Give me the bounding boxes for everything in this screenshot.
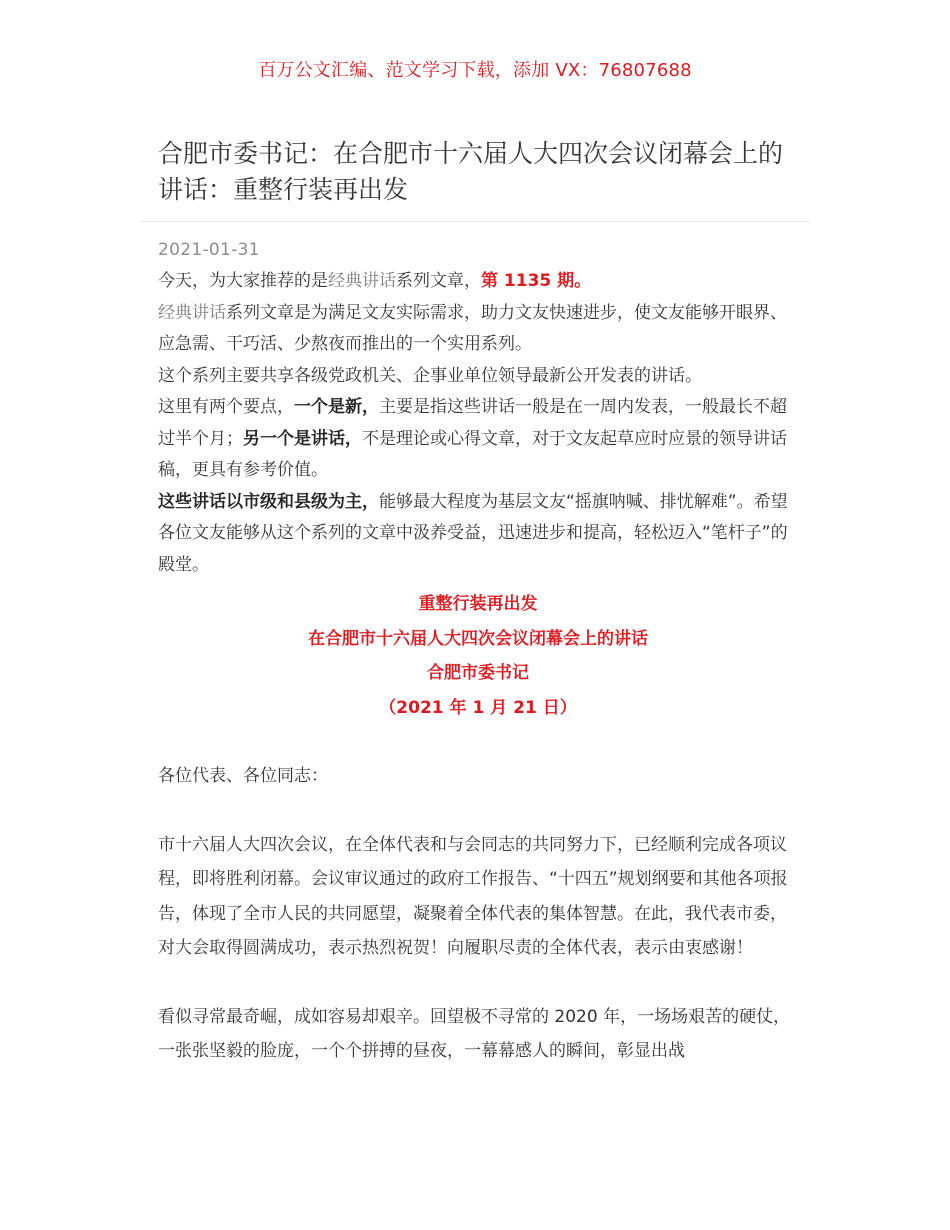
intro-paragraph-4 bbox=[158, 392, 798, 487]
intro-text: 主要是指这些讲话一般是在一周内发表，一般最长不超过半个月； bbox=[158, 397, 787, 449]
speech-paragraph-2: 看似寻常最奇崛，成如容易却艰辛。回望极不寻常的 2020 年，一场场艰苦的硬仗，一张张坚毅的脸庞，一个个拼搏的昼夜，一幕幕感人的瞬间，彰显出战 bbox=[158, 1006, 791, 1061]
article-body bbox=[158, 266, 798, 1069]
key-point-3: 这些讲话以市级和县级为主， bbox=[158, 491, 379, 512]
intro-paragraph-2 bbox=[158, 298, 798, 361]
speech-date: （2021 年 1 月 21 日） bbox=[379, 697, 577, 718]
speech-subheading: 在合肥市十六届人大四次会议闭幕会上的讲话 bbox=[308, 628, 648, 649]
header-banner: 百万公文汇编、范文学习下载，添加 VX：76807688 bbox=[258, 60, 692, 81]
intro-text: 这里有两个要点， bbox=[158, 397, 294, 417]
title-divider bbox=[141, 221, 810, 222]
publish-date: 2021-01-31 bbox=[158, 240, 260, 260]
article-title: 合肥市委书记：在合肥市十六届人大四次会议闭幕会上的讲话：重整行装再出发 bbox=[158, 139, 784, 204]
speech-header bbox=[158, 587, 798, 725]
intro-paragraph-1 bbox=[158, 266, 798, 298]
intro-text: 不是理论或心得文章，对于文友起草应时应景的领导讲话稿，更具有参考价值。 bbox=[158, 428, 787, 480]
issue-number: 第 1135 期。 bbox=[481, 271, 592, 291]
speech-salutation: 各位代表、各位同志： bbox=[158, 766, 328, 786]
series-name: 经典讲话 bbox=[158, 302, 226, 323]
intro-paragraph-3: 这个系列主要共享各级党政机关、企事业单位领导最新公开发表的讲话。 bbox=[158, 365, 702, 386]
intro-paragraph-5 bbox=[158, 487, 798, 582]
speech-paragraph-1: 市十六届人大四次会议，在全体代表和与会同志的共同努力下，已经顺利完成各项议程，即将胜利闭幕。会议审议通过的政府工作报告、“十四五”规划纲要和其他各项报告，体现了全市人民的共同愿望，凝聚着全体代表的集体智慧。在此，我代表市委，对大会取得圆满成功，表示热烈祝贺！向履职尽责的全体代表，表示由衷感谢！ bbox=[158, 834, 788, 958]
intro-text: 系列文章， bbox=[396, 271, 481, 291]
speech-heading: 重整行装再出发 bbox=[418, 594, 538, 614]
intro-text: 能够最大程度为基层文友“摇旗呐喊、排忧解难”。希望各位文友能够从这个系列的文章中汲养受益，迅速进步和提高，轻松迈入“笔杆子”的殿堂。 bbox=[158, 491, 788, 575]
speech-speaker: 合肥市委书记 bbox=[427, 663, 529, 683]
intro-text: 系列文章是为满足文友实际需求，助力文友快速进步，使文友能够开眼界、应急需、干巧活、少熬夜而推出的一个实用系列。 bbox=[158, 302, 787, 354]
series-name: 经典讲话 bbox=[328, 271, 396, 291]
key-point-1: 一个是新， bbox=[294, 397, 379, 417]
key-point-2: 另一个是讲话， bbox=[243, 428, 362, 449]
intro-text: 今天，为大家推荐的是 bbox=[158, 271, 328, 291]
